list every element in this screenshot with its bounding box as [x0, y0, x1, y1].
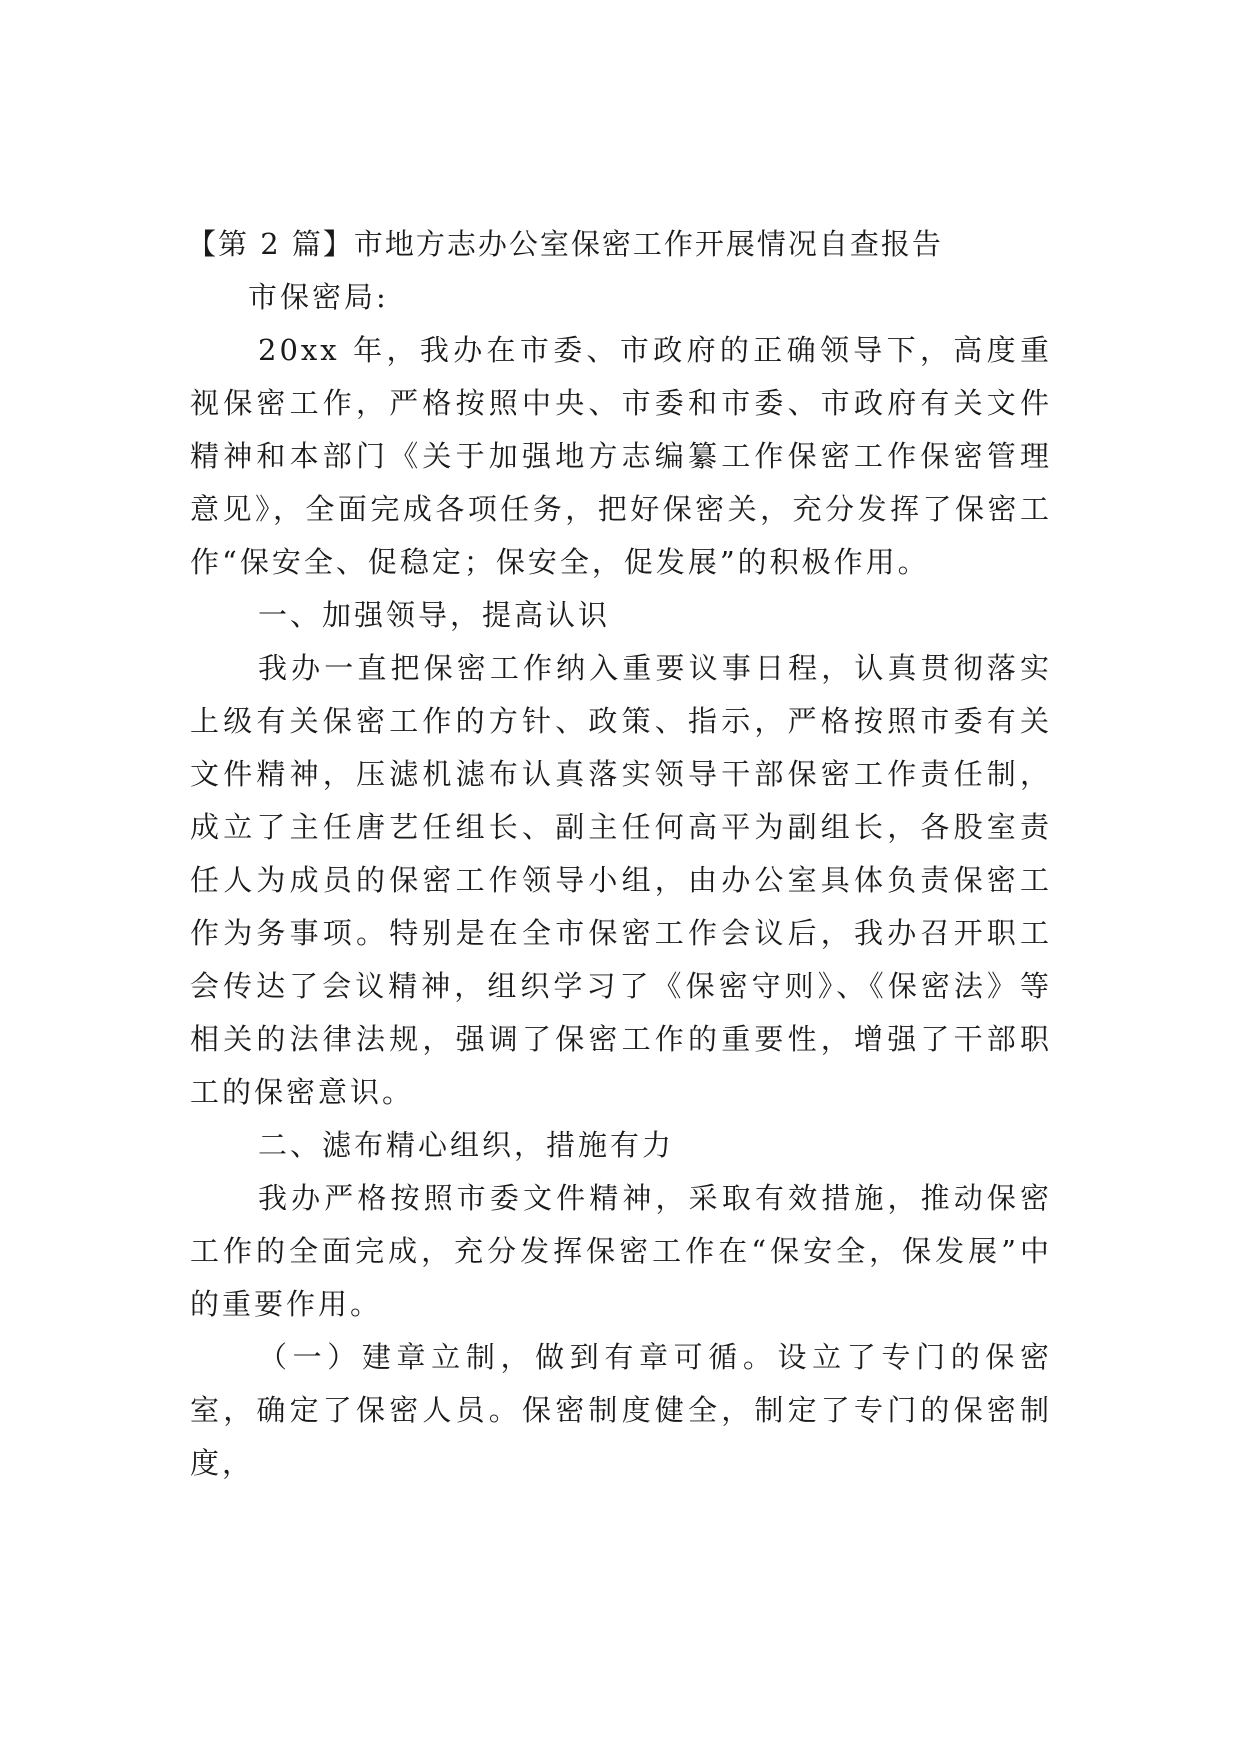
- section-2-paragraph: 我办严格按照市委文件精神，采取有效措施，推动保密工作的全面完成，充分发挥保密工作在“保安全，保发展”中的重要作用。: [190, 1181, 1052, 1321]
- section-2-heading: 二、滤布精心组织，措施有力: [258, 1128, 675, 1162]
- section-1-heading: 一、加强领导，提高认识: [258, 598, 611, 632]
- section-2-subparagraph: （一）建章立制，做到有章可循。设立了专门的保密室，确定了保密人员。保密制度健全，制定了专门的保密制度，: [190, 1340, 1052, 1480]
- section-1-paragraph: 我办一直把保密工作纳入重要议事日程，认真贯彻落实上级有关保密工作的方针、政策、指示，严格按照市委有关文件精神，压滤机滤布认真落实领导干部保密工作责任制，成立了主任唐艺任组长、副主任何高平为副组长，各股室责任人为成员的保密工作领导小组，由办公室具体负责保密工作为务事项。特别是在全市保密工作会议后，我办召开职工会传达了会议精神，组织学习了《保密守则》、《保密法》等相关的法律法规，强调了保密工作的重要性，增强了干部职工的保密意识。: [190, 651, 1052, 1109]
- salutation: 市保密局:: [248, 280, 389, 314]
- document-title: 【第 2 篇】市地方志办公室保密工作开展情况自查报告: [187, 227, 943, 261]
- intro-paragraph: 20xx 年，我办在市委、市政府的正确领导下，高度重视保密工作，严格按照中央、市委和市委、市政府有关文件精神和本部门《关于加强地方志编纂工作保密工作保密管理意见》，全面完成各项任务，把好保密关，充分发挥了保密工作“保安全、促稳定；保安全，促发展”的积极作用。: [190, 333, 1052, 579]
- document-page: [187, 218, 1052, 1490]
